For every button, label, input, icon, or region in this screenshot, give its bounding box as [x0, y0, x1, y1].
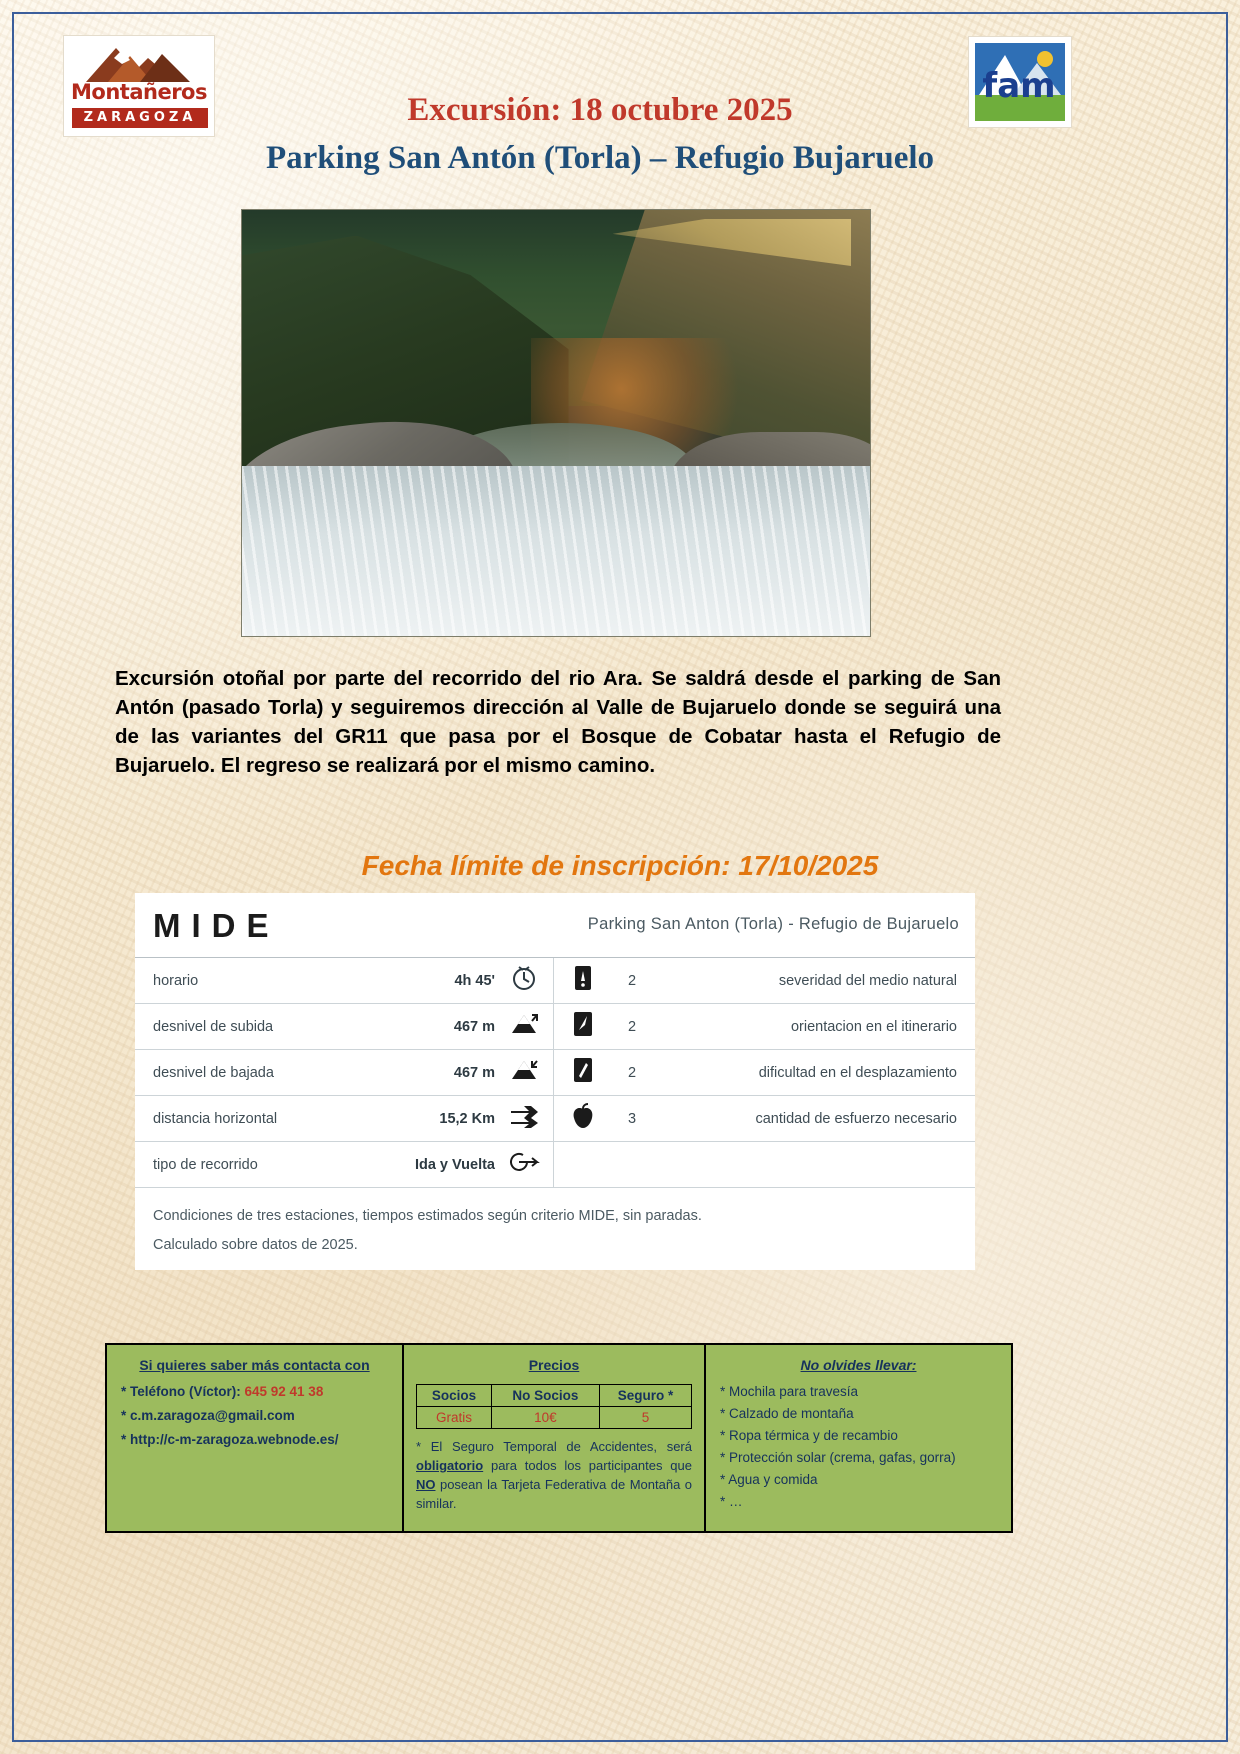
- mide-value: 4h 45': [454, 972, 495, 989]
- loop-icon: [495, 1149, 553, 1180]
- mide-note: Calculado sobre datos de 2025.: [153, 1237, 358, 1253]
- fam-mountain-icon: [969, 37, 1071, 127]
- fam-logo: [968, 36, 1072, 128]
- mide-label: horario: [153, 972, 199, 989]
- compass-icon: [554, 1010, 612, 1043]
- prices-note-post: posean la Tarjeta Federativa de Montaña o similar.: [416, 1476, 692, 1511]
- price-col-socios: Socios: [417, 1385, 492, 1407]
- description-text: Excursión otoñal por parte del recorrido del rio Ara. Se saldrá desde el parking de San Antón (pasado Torla) y seguiremos dirección al Valle de Bujaruelo donde se seguirá una de las variantes del GR11 que pasa por el Bosque de Cobatar hasta el Refugio de Bujaruelo. El regreso se realizará por el mismo camino.: [115, 667, 1001, 778]
- registration-deadline: Fecha límite de inscripción: 17/10/2025: [361, 850, 879, 881]
- mide-right-label: orientacion en el itinerario: [790, 1018, 957, 1035]
- apple-icon: [554, 1102, 612, 1135]
- mide-score: 2: [628, 1064, 637, 1081]
- mide-logo: MIDE: [153, 907, 280, 944]
- mide-value: Ida y Vuelta: [414, 1156, 495, 1173]
- prices-note-obligatorio: obligatorio: [416, 1457, 484, 1473]
- mide-value: 467 m: [453, 1064, 495, 1081]
- page-title: Excursión: 18 octubre 2025: [407, 92, 793, 128]
- mide-right-label: dificultad en el desplazamiento: [758, 1064, 957, 1081]
- bring-title: No olvides llevar:: [800, 1357, 917, 1373]
- mide-header: [135, 893, 975, 958]
- mide-score: 3: [628, 1110, 637, 1127]
- mide-row: [135, 958, 975, 1004]
- mide-right-label: severidad del medio natural: [778, 972, 957, 989]
- svg-text:fam: fam: [982, 66, 1056, 106]
- page-subtitle: Parking San Antón (Torla) – Refugio Bujaruelo: [265, 140, 935, 176]
- mide-row: [135, 1050, 975, 1096]
- mide-note: Condiciones de tres estaciones, tiempos estimados según criterio MIDE, sin paradas.: [153, 1208, 702, 1224]
- list-item: * Ropa térmica y de recambio: [720, 1428, 898, 1443]
- table-row: [417, 1407, 692, 1429]
- mide-value: 467 m: [453, 1018, 495, 1035]
- club-logo-brand: Montañeros: [71, 80, 207, 104]
- list-item: * …: [720, 1494, 743, 1509]
- mide-route-name: Parking San Anton (Torla) - Refugio de Bujaruelo: [587, 915, 959, 933]
- hero-photo: [241, 209, 871, 637]
- photo-river-rapids: [242, 466, 870, 636]
- contact-phone-label: * Teléfono (Víctor):: [121, 1384, 245, 1399]
- mide-label: desnivel de subida: [153, 1018, 274, 1035]
- prices-box: [404, 1345, 706, 1531]
- mide-table: [135, 893, 975, 1270]
- contact-website[interactable]: * http://c-m-zaragoza.webnode.es/: [121, 1432, 339, 1447]
- bring-box: [706, 1345, 1011, 1531]
- mide-score: 2: [628, 1018, 637, 1035]
- contact-phone: [121, 1384, 390, 1399]
- list-item: * Protección solar (crema, gafas, gorra): [720, 1450, 956, 1465]
- mide-label: distancia horizontal: [153, 1110, 278, 1127]
- contact-phone-value: 645 92 41 38: [244, 1384, 324, 1399]
- mide-score: 2: [628, 972, 637, 989]
- mide-value: 15,2 Km: [439, 1110, 495, 1127]
- prices-title: Precios: [528, 1357, 580, 1373]
- price-value-no-socios: 10€: [491, 1407, 599, 1429]
- mountain-icon: [78, 42, 200, 84]
- list-item: * Mochila para travesía: [720, 1384, 859, 1399]
- prices-note-pre: * El Seguro Temporal de Accidentes, será: [416, 1439, 692, 1454]
- prices-note-no: NO: [416, 1476, 436, 1492]
- list-item: * Calzado de montaña: [720, 1406, 854, 1421]
- mide-right-label: cantidad de esfuerzo necesario: [755, 1110, 957, 1127]
- info-boxes: [105, 1343, 1013, 1533]
- mide-label: tipo de recorrido: [153, 1156, 258, 1173]
- price-col-no-socios: No Socios: [491, 1385, 599, 1407]
- mide-row: [135, 1142, 975, 1188]
- descent-icon: [495, 1057, 553, 1088]
- prices-note-mid: para todos los participantes que: [483, 1457, 692, 1473]
- prices-note: [416, 1438, 692, 1513]
- contact-box: [107, 1345, 404, 1531]
- club-logo: [63, 35, 215, 137]
- contact-email[interactable]: * c.m.zaragoza@gmail.com: [121, 1408, 295, 1423]
- boot-icon: [554, 1056, 612, 1089]
- price-value-socios: Gratis: [417, 1407, 492, 1429]
- clock-icon: [495, 963, 553, 998]
- contact-title: Si quieres saber más contacta con: [139, 1357, 370, 1373]
- arrows-icon: [495, 1103, 553, 1134]
- price-col-seguro: Seguro *: [599, 1385, 691, 1407]
- list-item: * Agua y comida: [720, 1472, 818, 1487]
- mide-divider: [553, 1142, 554, 1187]
- prices-table: [416, 1384, 692, 1429]
- ascent-icon: [495, 1011, 553, 1042]
- table-header-row: [417, 1385, 692, 1407]
- mide-row: [135, 1096, 975, 1142]
- mide-row: [135, 1004, 975, 1050]
- mide-label: desnivel de bajada: [153, 1064, 274, 1081]
- club-logo-subbrand: ZARAGOZA: [72, 108, 208, 128]
- price-value-seguro: 5: [599, 1407, 691, 1429]
- mide-notes: [135, 1188, 975, 1260]
- warning-icon: [554, 964, 612, 997]
